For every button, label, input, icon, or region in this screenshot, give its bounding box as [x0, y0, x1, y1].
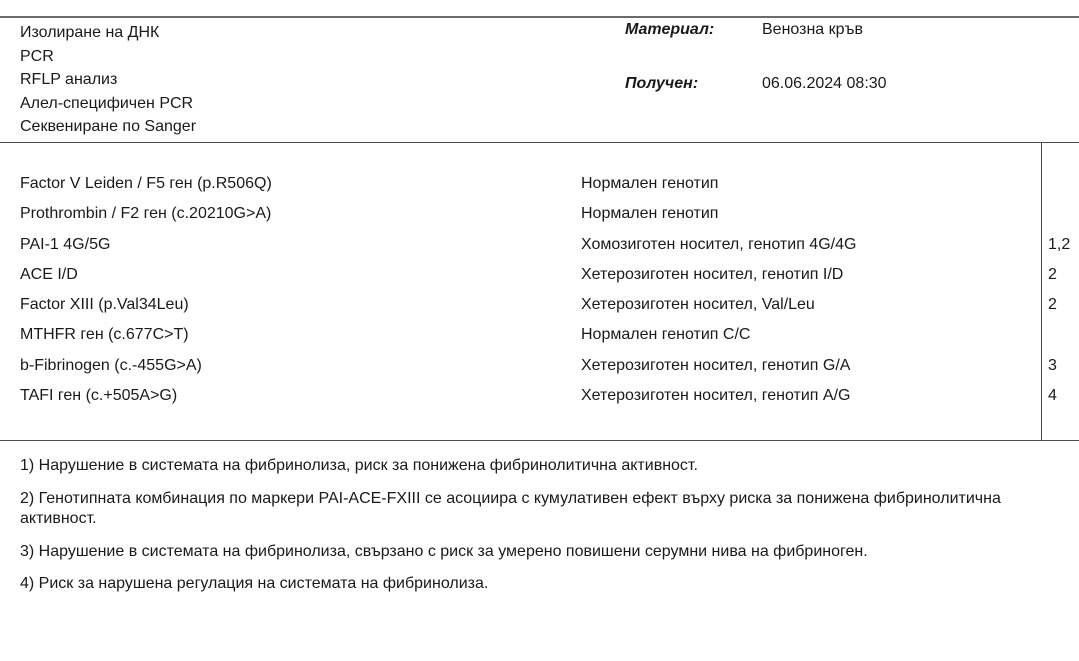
genotype-result: Хетерозиготен носител, генотип G/A [581, 356, 851, 374]
method-item: Алел-специфичен PCR [20, 94, 194, 112]
result-row [20, 236, 1079, 266]
marker-name: b-Fibrinogen (c.-455G>A) [20, 356, 202, 374]
section-divider [0, 142, 1079, 143]
material-value: Венозна кръв [762, 21, 864, 38]
footnote: 4) Риск за нарушена регулация на системата на фибринолиза. [20, 575, 489, 592]
top-rule [0, 16, 1079, 18]
marker-name: ACE I/D [20, 265, 78, 283]
result-row [20, 266, 1079, 296]
genotype-result: Хетерозиготен носител, Val/Leu [581, 296, 815, 314]
footnote: 2) Генотипната комбинация по маркери PAI-ACE-FXIII се асоциира с кумулативен ефект върху риска за понижена фибринолитична активност. [20, 489, 1001, 527]
genotype-result: Хомозиготен носител, генотип 4G/4G [581, 235, 857, 253]
method-item: RFLP анализ [20, 71, 118, 88]
result-row [20, 175, 1079, 205]
marker-name: Factor XIII (p.Val34Leu) [20, 296, 189, 314]
footnotes [20, 456, 1050, 607]
methods-list [20, 21, 196, 139]
result-row [20, 296, 1079, 326]
note-reference: 1,2 [1048, 235, 1071, 253]
material-label: Материал: [625, 21, 715, 38]
genotype-result: Хетерозиготен носител, генотип A/G [581, 387, 851, 405]
section-divider [0, 440, 1079, 441]
genotype-result: Нормален генотип C/C [581, 326, 751, 344]
note-reference: 3 [1048, 356, 1057, 374]
result-row [20, 357, 1079, 387]
result-row [20, 387, 1079, 417]
result-row [20, 205, 1079, 235]
results-table [20, 175, 1079, 417]
note-reference: 4 [1048, 387, 1057, 405]
note-reference: 2 [1048, 296, 1057, 314]
footnote: 1) Нарушение в системата на фибринолиза, риск за понижена фибринолитична активност. [20, 457, 698, 474]
method-item: Секвениране по Sanger [20, 118, 197, 135]
marker-name: TAFI ген (c.+505A>G) [20, 387, 178, 405]
footnote: 3) Нарушение в системата на фибринолиза, свързано с риск за умерено повишени серумни нива на фибриноген. [20, 542, 868, 560]
genotype-result: Нормален генотип [581, 205, 719, 223]
note-reference: 2 [1048, 265, 1057, 283]
genotype-result: Хетерозиготен носител, генотип I/D [581, 265, 844, 283]
received-label: Получен: [625, 75, 699, 92]
marker-name: MTHFR ген (c.677C>T) [20, 326, 189, 344]
result-row [20, 326, 1079, 356]
marker-name: Factor V Leiden / F5 ген (p.R506Q) [20, 175, 272, 192]
received-value: 06.06.2024 08:30 [762, 75, 887, 92]
genotype-result: Нормален генотип [581, 175, 719, 192]
marker-name: PAI-1 4G/5G [20, 235, 111, 253]
method-item: Изолиране на ДНК [20, 24, 160, 41]
marker-name: Prothrombin / F2 ген (c.20210G>A) [20, 205, 272, 223]
method-item: PCR [20, 47, 54, 65]
